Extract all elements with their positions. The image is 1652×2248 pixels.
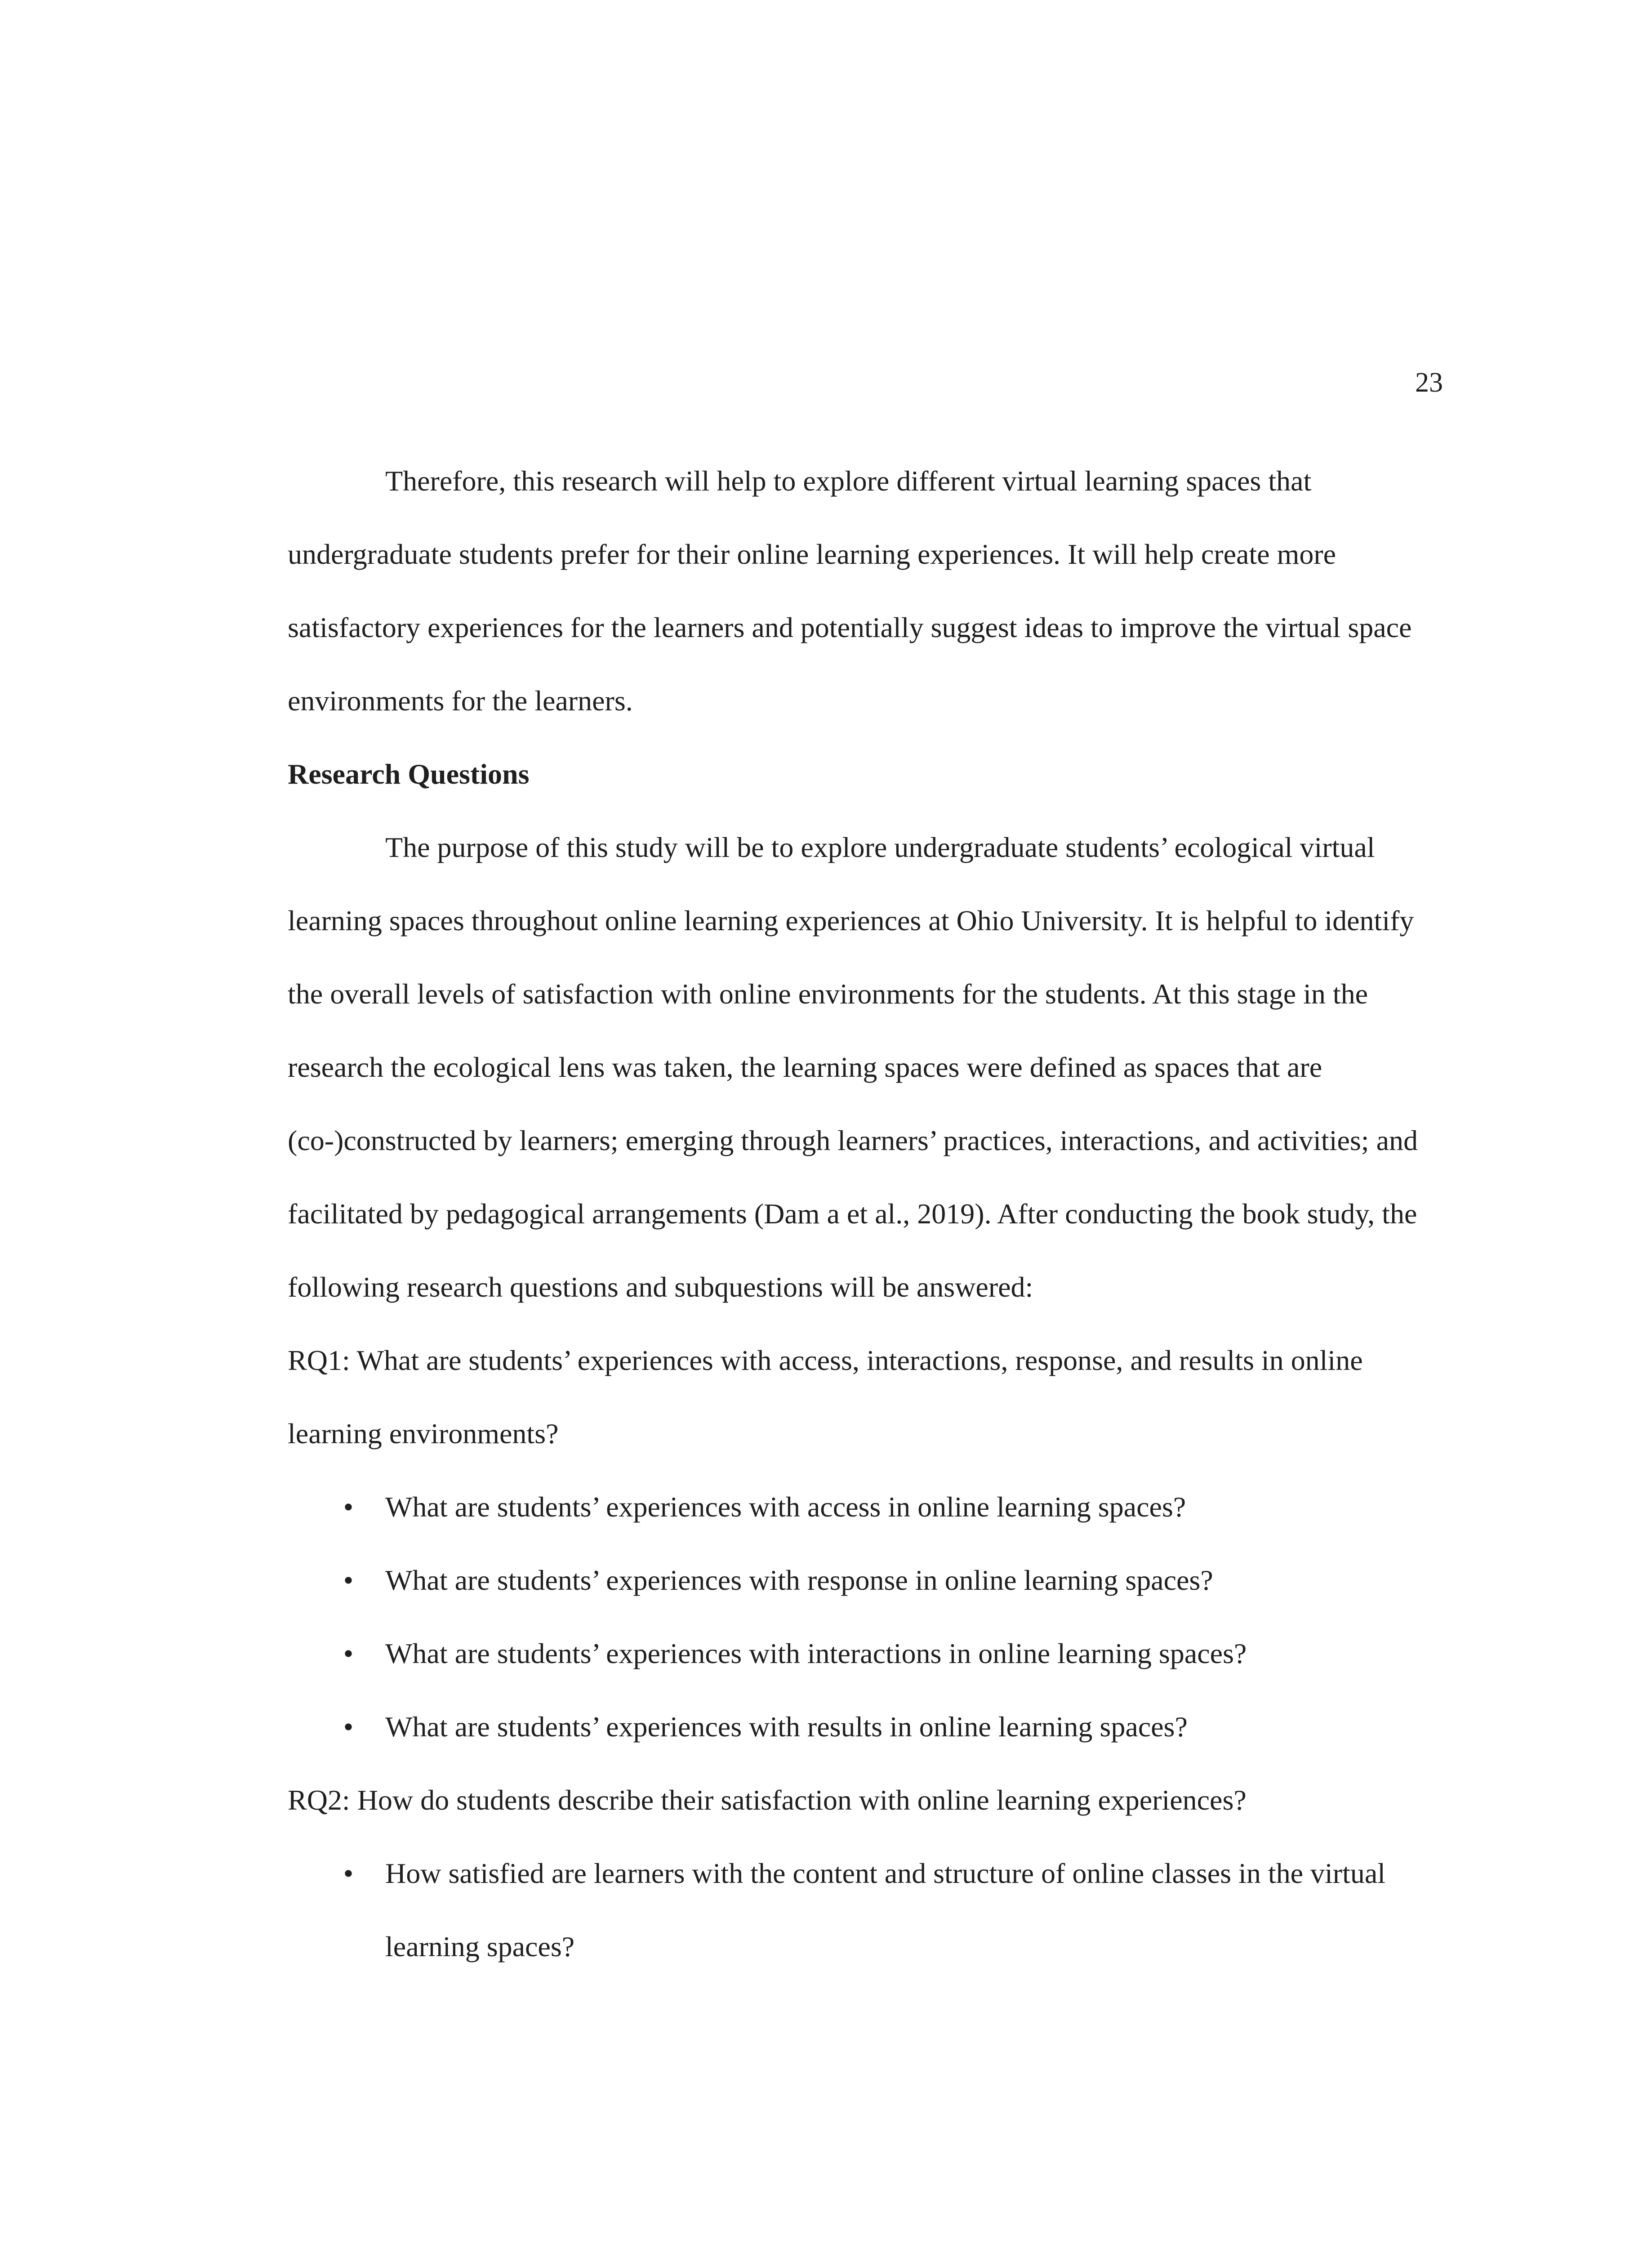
subquestion-text: What are students’ experiences with results in online learning spaces? xyxy=(385,1711,1188,1743)
page-number: 23 xyxy=(1415,367,1443,398)
rq1-subquestions-list xyxy=(288,1470,1420,1763)
rq2-subquestions-list xyxy=(288,1837,1420,1983)
intro-paragraph: Therefore, this research will help to explore different virtual learning spaces that undergraduate students prefer for their online learning experiences. It will help create more satisfactory experiences for the learners and potentially suggest ideas to improve the virtual space environments for the learners. xyxy=(288,465,1412,717)
subquestion-text: What are students’ experiences with access in online learning spaces? xyxy=(385,1491,1186,1523)
subquestion-text: What are students’ experiences with interactions in online learning spaces? xyxy=(385,1637,1247,1669)
bullet-icon: • xyxy=(343,1564,354,1596)
subquestion-text: What are students’ experiences with response in online learning spaces? xyxy=(385,1564,1213,1596)
bullet-icon: • xyxy=(343,1857,354,1889)
list-item xyxy=(288,1543,1420,1617)
list-item xyxy=(288,1470,1420,1543)
list-item xyxy=(288,1690,1420,1763)
page-content xyxy=(288,444,1420,1983)
bullet-icon: • xyxy=(343,1637,354,1669)
subquestion-text: How satisfied are learners with the content and structure of online classes in the virtual learning spaces? xyxy=(385,1857,1386,1963)
list-item xyxy=(288,1617,1420,1690)
section-heading: Research Questions xyxy=(288,758,530,790)
purpose-paragraph: The purpose of this study will be to explore undergraduate students’ ecological virtual learning spaces throughout online learning experiences at Ohio University. It is helpful to identify the overall levels of satisfaction with online environments for the students. At this stage in the research the ecological lens was taken, the learning spaces were defined as spaces that are (co-)constructed by learners; emerging through learners’ practices, interactions, and activities; and facilitated by pedagogical arrangements (Dam a et al., 2019). After conducting the book study, the following research questions and subquestions will be answered: xyxy=(288,831,1418,1303)
research-question-2: RQ2: How do students describe their satisfaction with online learning experiences? xyxy=(288,1784,1247,1816)
bullet-icon: • xyxy=(343,1711,354,1743)
list-item xyxy=(288,1837,1420,1983)
research-question-1: RQ1: What are students’ experiences with access, interactions, response, and results in online learning environments? xyxy=(288,1344,1363,1450)
bullet-icon: • xyxy=(343,1491,354,1523)
